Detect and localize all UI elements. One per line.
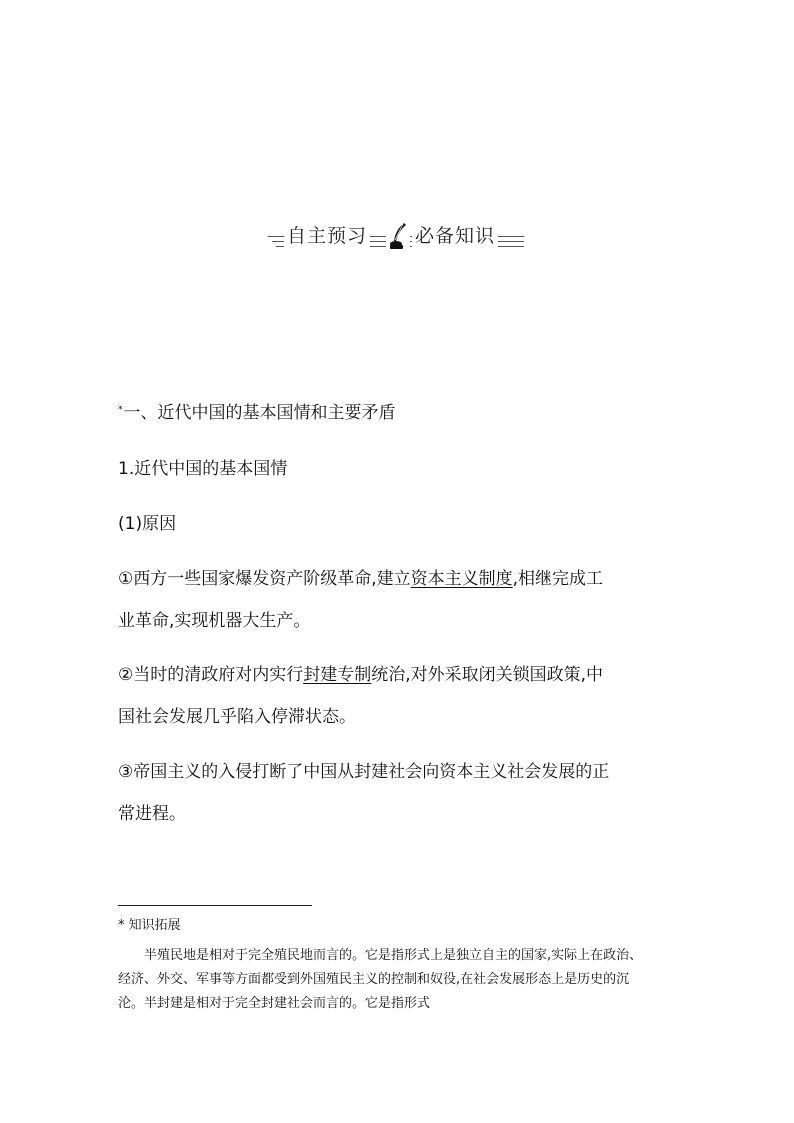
point-3-line-2: 常进程。 <box>118 804 186 824</box>
section-heading-text: 一、近代中国的基本国情和主要矛盾 <box>123 403 396 423</box>
footnote-ref-marker: * <box>118 405 123 415</box>
footnote-line-3: 沦。半封建是相对于完全封建社会而言的。它是指形式 <box>118 996 431 1011</box>
underlined-term: 封建专制 <box>303 665 372 685</box>
section-banner <box>268 222 526 252</box>
banner-right-title: 必备知识 <box>412 223 498 249</box>
point-1-line-1: ①西方一些国家爆发资产阶级革命,建立资本主义制度,相继完成工 <box>118 569 604 589</box>
point-2-line-2: 国社会发展几乎陷入停滞状态。 <box>118 707 356 727</box>
subheading: 1.近代中国的基本国情 <box>118 459 288 479</box>
footnote-separator <box>118 905 312 906</box>
quill-pen-icon <box>386 222 410 250</box>
underlined-term: 资本主义制度 <box>410 569 513 589</box>
section-heading <box>118 402 396 424</box>
sub-item-label: (1)原因 <box>118 514 177 534</box>
footnote-line-1: 半殖民地是相对于完全殖民地而言的。它是指形式上是独立自主的国家,实际上在政治、 <box>118 948 643 963</box>
point-1-line-2: 业革命,实现机器大生产。 <box>118 611 311 631</box>
banner-left-title: 自主预习 <box>284 223 370 249</box>
point-3-line-1: ③帝国主义的入侵打断了中国从封建社会向资本主义社会发展的正 <box>118 762 610 782</box>
footnote-line-2: 经济、外交、军事等方面都受到外国殖民主义的控制和奴役,在社会发展形态上是历史的沉 <box>118 972 630 987</box>
point-2-line-1: ②当时的清政府对内实行封建专制统治,对外采取闭关锁国政策,中 <box>118 665 604 685</box>
footnote-title: * 知识拓展 <box>118 918 181 933</box>
